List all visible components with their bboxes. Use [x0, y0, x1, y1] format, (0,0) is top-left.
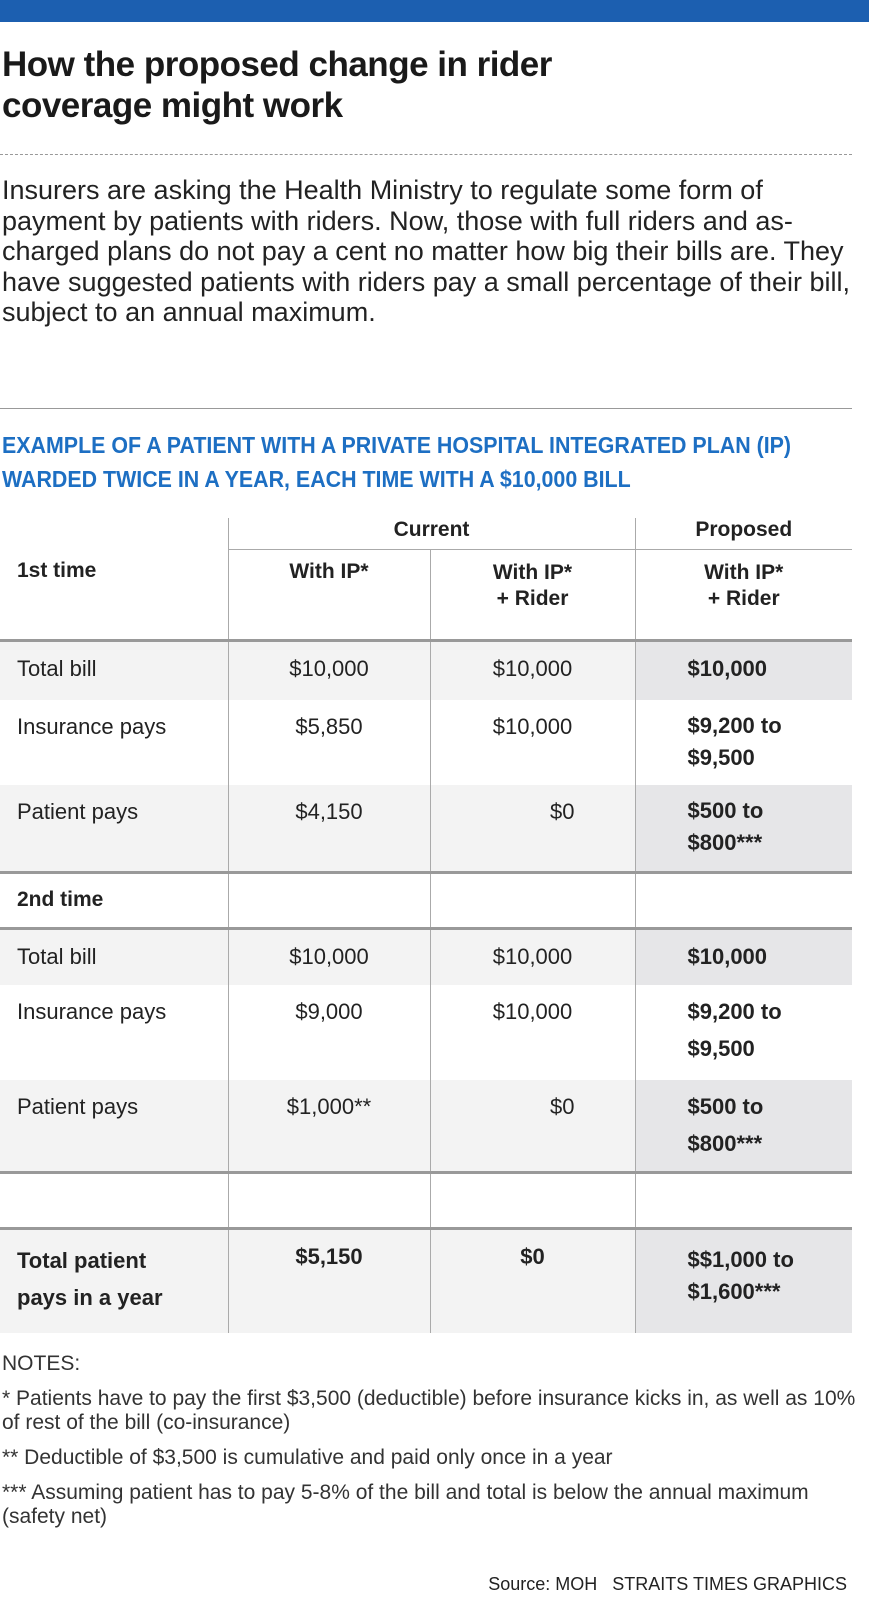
header-proposed-ip-rider: With IP* + Rider [635, 549, 852, 640]
table-row: Total bill $10,000 $10,000 $10,000 [0, 928, 852, 985]
comparison-table [0, 518, 852, 1333]
divider [0, 154, 852, 155]
header-current: Current [228, 518, 635, 549]
intro-text: Insurers are asking the Health Ministry to regulate some form of payment by patients with riders. Now, those with full riders and as-charged plans do not pay a cent no matter how big their bills are. They have suggested patients with riders pay a small percentage of their bill, subject to an annual maximum. [2, 175, 850, 327]
table-row: 2nd time [0, 872, 852, 928]
table-row: Patient pays $1,000** $0 $500 to $800*** [0, 1080, 852, 1172]
table-row: Total bill $10,000 $10,000 $10,000 [0, 640, 852, 700]
page-title: How the proposed change in rider coverage might work [2, 45, 552, 125]
table-row: Insurance pays $9,000 $10,000 $9,200 to $9,500 [0, 985, 852, 1080]
header-proposed: Proposed [635, 518, 852, 549]
top-bar [0, 0, 869, 22]
header-with-ip: With IP* [228, 549, 430, 640]
section-first-time: 1st time [17, 559, 97, 582]
notes: NOTES: * Patients have to pay the first $3,500 (deductible) before insurance kicks in, as well as 10% of rest of the bill (co-insurance) ** Deductible of $3,500 is cumulative and paid only once in a year *** Assuming patient has to pay 5-8% of the bill and total is below the annual maximum (safety net) [2, 1352, 856, 1528]
table-row: Patient pays $4,150 $0 $500 to $800*** [0, 785, 852, 872]
header-with-ip-rider: With IP* + Rider [430, 549, 635, 640]
divider [0, 408, 852, 409]
source-credit: Source: MOH STRAITS TIMES GRAPHICS [488, 1574, 847, 1594]
table-subtitle: EXAMPLE OF A PATIENT WITH A PRIVATE HOSPITAL INTEGRATED PLAN (IP) WARDED TWICE IN A YEAR, EACH TIME WITH A $10,000 BILL [2, 432, 792, 492]
total-row: Total patient pays in a year $5,150 $0 $$1,000 to $1,600*** [0, 1228, 852, 1333]
table-row: Insurance pays $5,850 $10,000 $9,200 to $9,500 [0, 700, 852, 785]
